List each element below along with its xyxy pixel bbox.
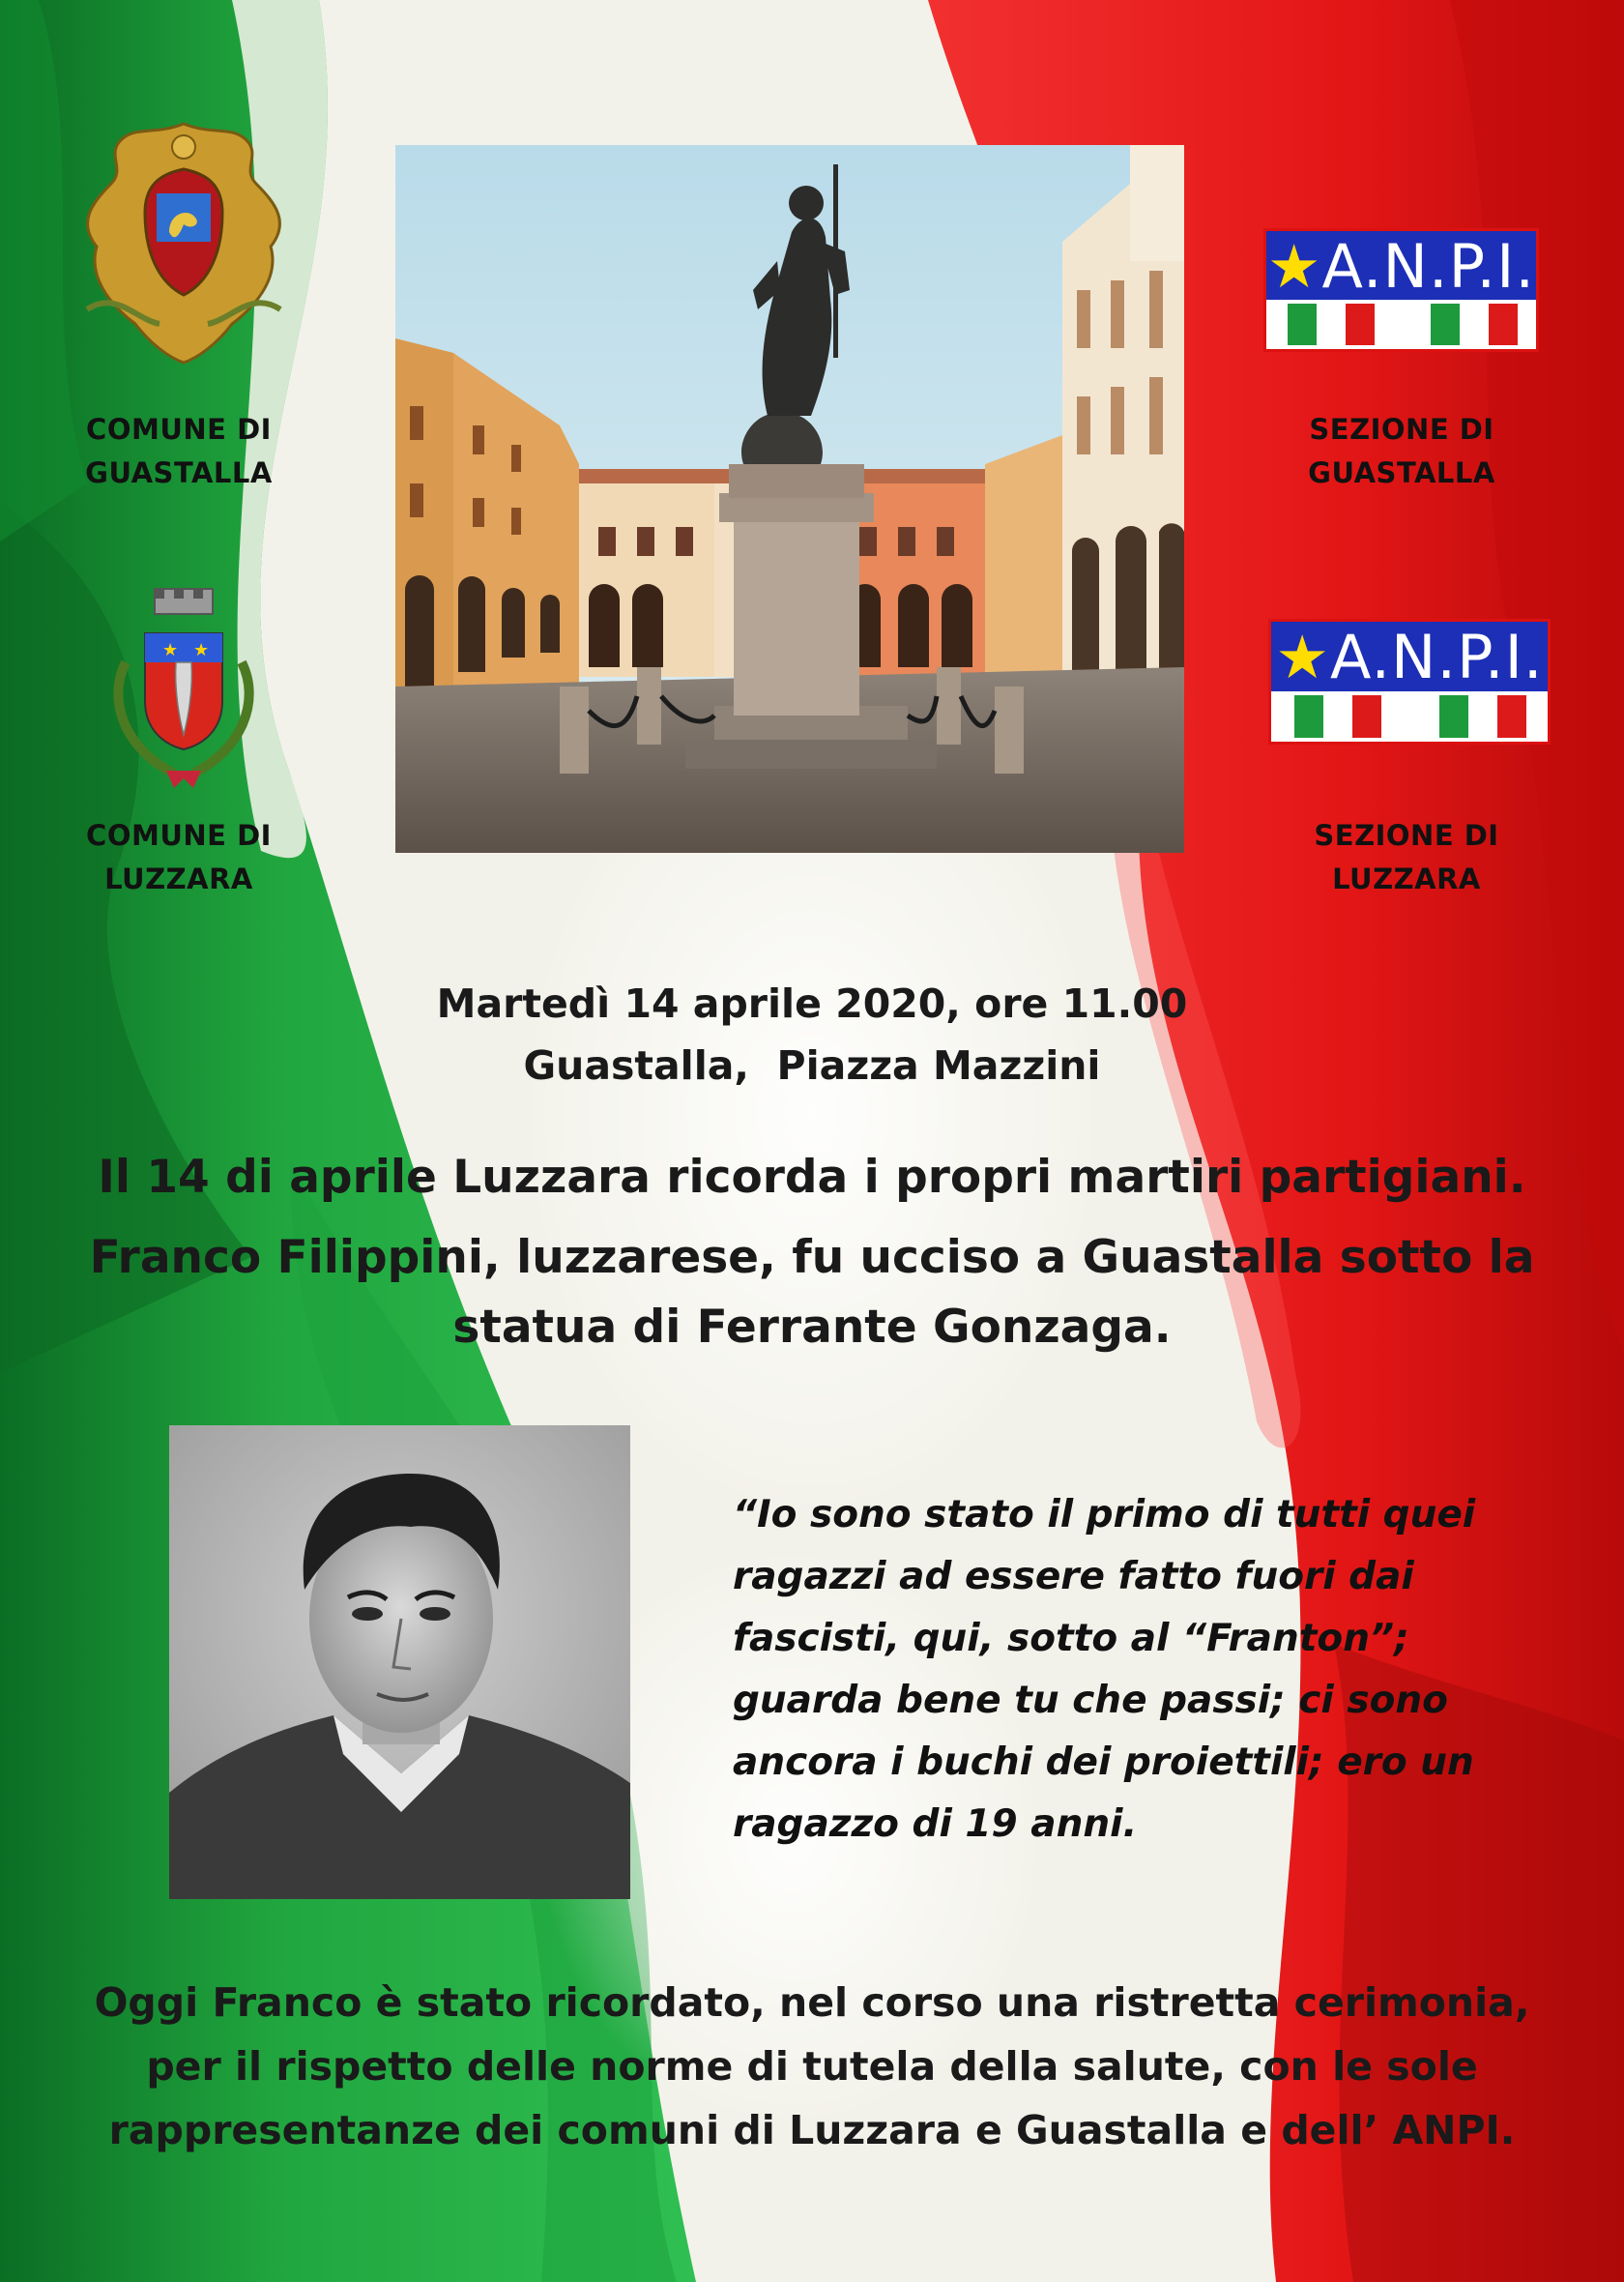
luzzara-emblem-block [58,585,300,904]
guastalla-emblem-block [58,116,300,493]
statue-photo-image [395,145,1184,853]
anpi-logo [1268,619,1551,745]
quote-line: fascisti, qui, sotto al “Franton”; [733,1617,1409,1660]
quote-line: ancora i buchi dei proiettili; ero un [733,1741,1474,1784]
event-date: Martedì 14 aprile 2020, ore 11.00 [436,980,1188,1027]
headline-line: Franco Filippini, luzzarese, fu ucciso a Guastalla sotto la [89,1231,1535,1284]
caption-line: LUZZARA [1332,863,1481,895]
quote-line: ragazzi ad essere fatto fuori dai [733,1555,1414,1598]
footer-line: per il rispetto delle norme di tutela della salute, con le sole [146,2043,1478,2090]
caption-line: GUASTALLA [85,456,273,489]
anpi-guastalla-caption [1257,408,1547,495]
quote-line: “Io sono stato il primo di tutti quei [733,1493,1476,1536]
quote-block [733,1484,1506,1856]
tricolor-stripes [1271,691,1548,742]
footer-line: rappresentanze dei comuni di Luzzara e Guastalla e dell’ ANPI. [108,2107,1516,2153]
quote-line: ragazzo di 19 anni. [733,1802,1138,1846]
caption-line: COMUNE DI [86,819,272,852]
portrait-image [169,1425,630,1899]
piazza-statue-photo [395,145,1184,853]
franco-filippini-portrait [169,1425,630,1899]
anpi-luzzara-caption [1257,814,1556,901]
headline-line: Il 14 di aprile Luzzara ricorda i propri martiri partigiani. [98,1151,1526,1204]
svg-text:★: ★ [162,640,179,660]
event-place: Guastalla, Piazza Mazzini [523,1042,1101,1089]
caption-line: LUZZARA [104,863,253,895]
comune-guastalla-caption [58,408,300,495]
comune-luzzara-caption [58,814,300,901]
anpi-logo-text: ★A.N.P.I. [1266,231,1536,300]
headline-line: statua di Ferrante Gonzaga. [452,1301,1172,1354]
caption-line: COMUNE DI [86,413,272,446]
caption-line: GUASTALLA [1308,456,1495,489]
star-icon: ★ [1275,622,1331,691]
footer-line: Oggi Franco è stato ricordato, nel corso una ristretta cerimonia, [94,1979,1530,2026]
guastalla-coat-of-arms-icon [68,116,300,367]
quote-line: guarda bene tu che passi; ci sono [733,1679,1448,1722]
caption-line: SEZIONE DI [1314,819,1499,852]
anpi-guastalla-block [1257,222,1547,493]
anpi-logo [1263,228,1539,352]
anpi-luzzara-block [1257,619,1556,899]
luzzara-coat-of-arms-icon [97,585,271,798]
caption-line: SEZIONE DI [1309,413,1494,446]
star-icon: ★ [1266,231,1322,300]
svg-text:★: ★ [193,640,210,660]
tricolor-stripes [1266,300,1536,349]
anpi-logo-text: ★A.N.P.I. [1271,622,1548,691]
